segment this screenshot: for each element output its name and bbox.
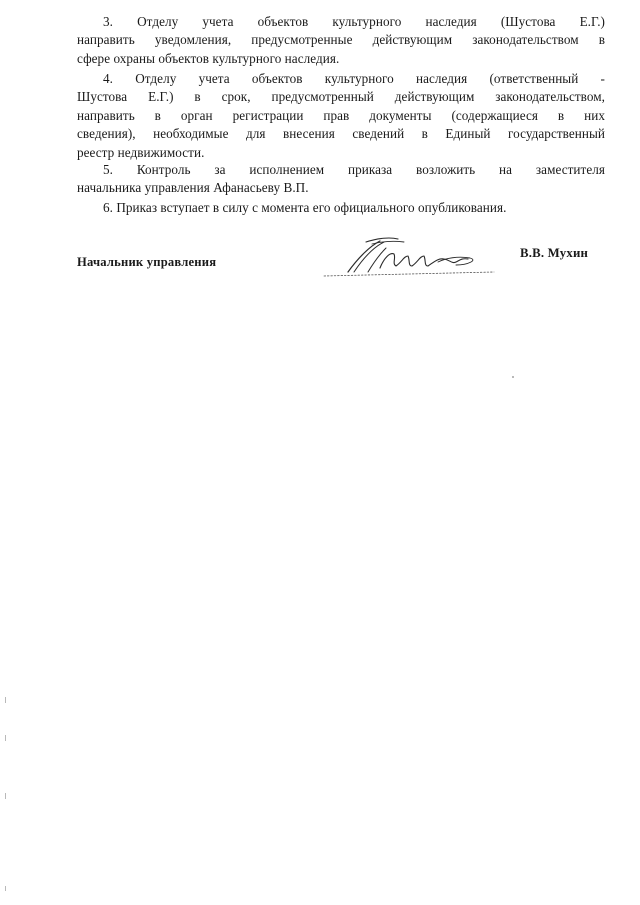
paragraph-line: Шустова Е.Г.) в срок, предусмотренный действующим законодательством,: [77, 89, 605, 105]
signatory-title: Начальник управления: [77, 255, 217, 269]
scan-artifact: [5, 793, 6, 799]
signatory-name: В.В. Мухин: [520, 246, 589, 260]
paragraph-line: 4. Отделу учета объектов культурного наследия (ответственный -: [103, 71, 605, 86]
paragraph-6: [77, 199, 605, 217]
paragraph-line: сфере охраны объектов культурного наследия.: [77, 50, 340, 66]
scan-artifact: [512, 376, 514, 378]
scan-artifact: [5, 886, 6, 891]
handwritten-signature: [318, 232, 500, 282]
paragraph-line: 3. Отделу учета объектов культурного наследия (Шустова Е.Г.): [103, 14, 605, 29]
paragraph-line: 6. Приказ вступает в силу с момента его официального опубликования.: [103, 200, 507, 215]
paragraph-4: [77, 70, 605, 162]
paragraph-line: 5. Контроль за исполнением приказа возложить на заместителя: [103, 162, 605, 177]
scan-artifact: [5, 697, 6, 703]
paragraph-line: сведения), необходимые для внесения сведений в Единый государственный: [77, 126, 605, 142]
paragraph-line: реестр недвижимости.: [77, 144, 205, 160]
scan-artifact: [5, 735, 6, 741]
paragraph-3: [77, 13, 605, 68]
paragraph-line: направить уведомления, предусмотренные действующим законодательством в: [77, 32, 605, 48]
paragraph-line: направить в орган регистрации прав документы (содержащиеся в них: [77, 107, 605, 123]
paragraph-line: начальника управления Афанасьеву В.П.: [77, 180, 309, 196]
paragraph-5: [77, 161, 605, 198]
